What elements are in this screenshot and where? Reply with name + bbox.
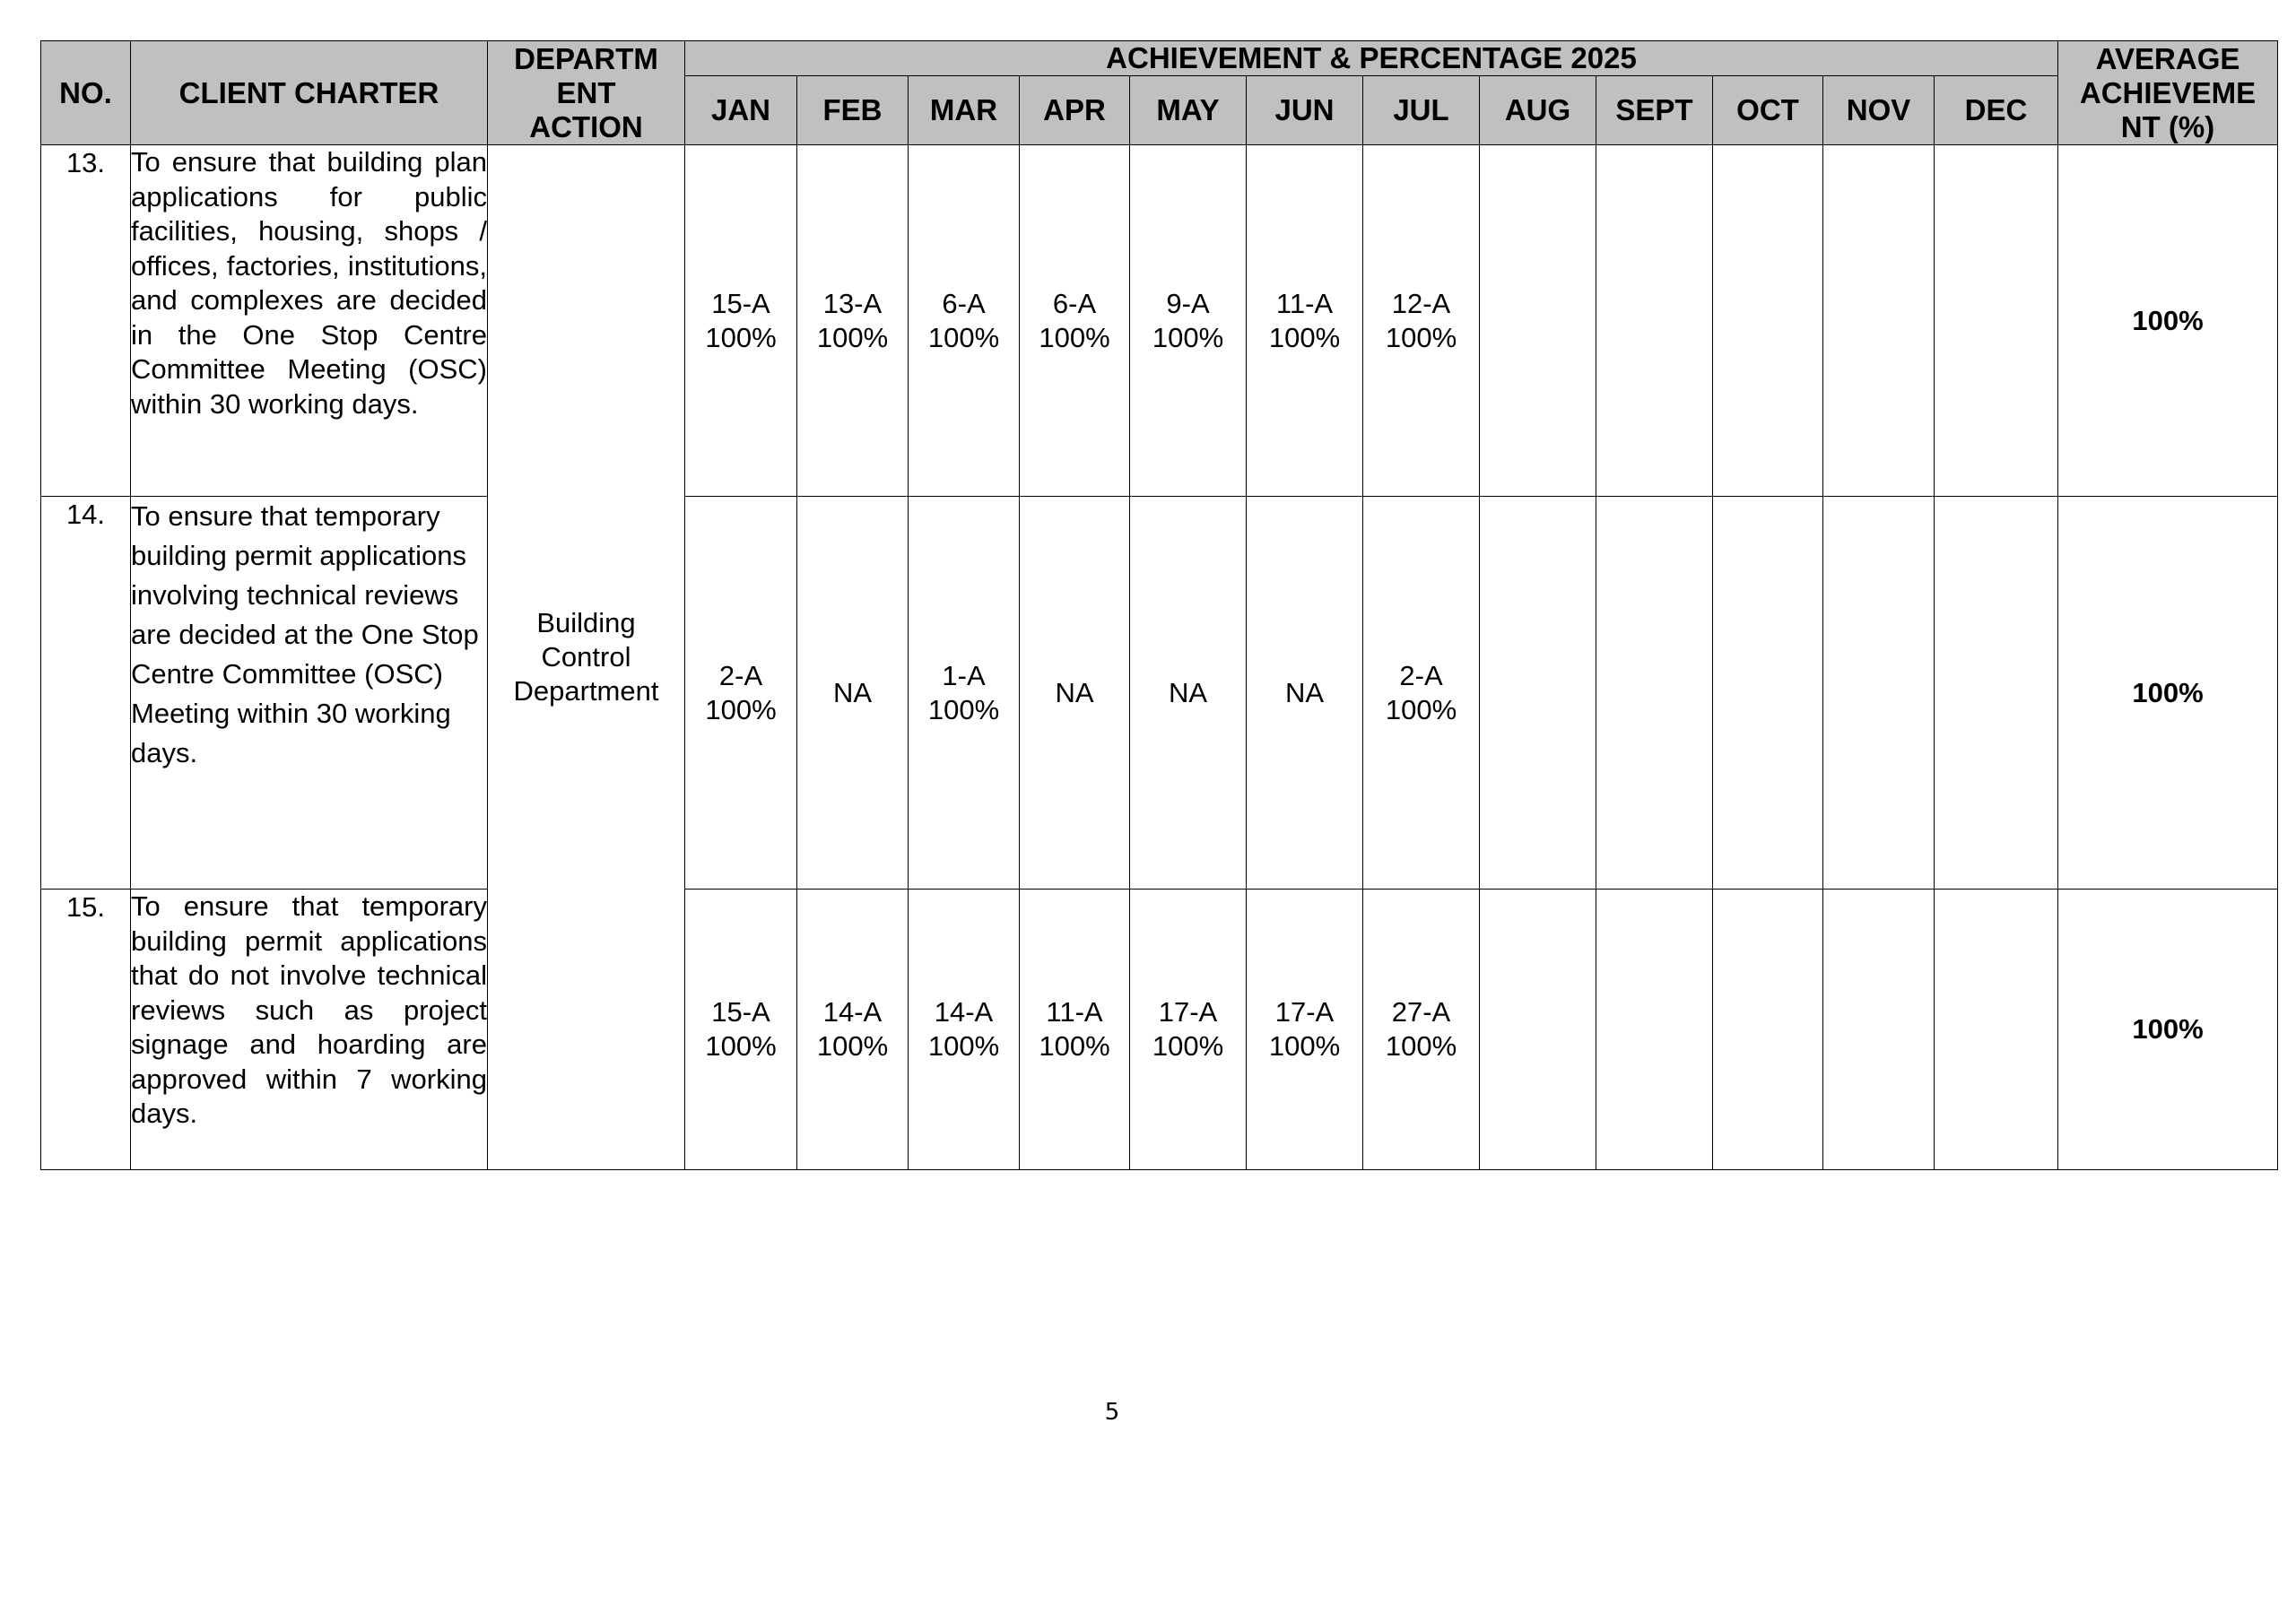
month-achievement-cell bbox=[1823, 890, 1935, 1170]
achievement-value: 17-A bbox=[1158, 996, 1218, 1028]
achievement-value: 15-A bbox=[711, 996, 770, 1028]
month-achievement-cell bbox=[797, 145, 909, 497]
month-achievement-cell bbox=[1130, 145, 1247, 497]
achievement-value: 100% bbox=[705, 1030, 777, 1062]
month-achievement-cell bbox=[1247, 497, 1363, 890]
month-header: OCT bbox=[1713, 76, 1823, 145]
month-achievement-cell bbox=[1247, 145, 1363, 497]
achievement-value: 1-A bbox=[942, 659, 986, 691]
achievement-value: 100% bbox=[1385, 693, 1457, 725]
client-charter-text: To ensure that temporary building permit applications that do not involve technical reviews such as project signage and hoarding are approved within 7 working days. bbox=[131, 890, 487, 1129]
month-achievement-cell bbox=[1823, 145, 1935, 497]
achievement-value: 6-A bbox=[1052, 287, 1097, 319]
month-achievement-cell bbox=[1935, 145, 2058, 497]
month-achievement-cell bbox=[1713, 145, 1823, 497]
month-achievement-cell bbox=[1020, 145, 1130, 497]
row-number-cell: 15. bbox=[41, 890, 131, 1170]
achievement-value: 100% bbox=[1268, 1030, 1341, 1062]
month-achievement-cell bbox=[1480, 890, 1596, 1170]
month-header: JUL bbox=[1363, 76, 1480, 145]
client-charter-cell bbox=[131, 890, 488, 1170]
achievement-value: 100% bbox=[1039, 321, 1110, 353]
achievement-value: 13-A bbox=[822, 287, 883, 319]
month-achievement-cell bbox=[1480, 145, 1596, 497]
achievement-value: 100% bbox=[1152, 1030, 1224, 1062]
department-action-header bbox=[488, 41, 685, 145]
client-charter-cell bbox=[131, 497, 488, 890]
department-header-line: DEPARTM bbox=[514, 41, 658, 75]
client-charter-table bbox=[40, 40, 2278, 1170]
month-achievement-cell bbox=[1247, 890, 1363, 1170]
achievement-value: 100% bbox=[927, 1030, 1000, 1062]
achievement-value: 15-A bbox=[711, 287, 770, 319]
month-achievement-cell bbox=[1363, 497, 1480, 890]
achievement-value: 11-A bbox=[1046, 996, 1103, 1028]
month-achievement-cell bbox=[1480, 497, 1596, 890]
month-achievement-cell bbox=[1596, 145, 1713, 497]
achievement-value: 12-A bbox=[1391, 287, 1451, 319]
month-achievement-cell bbox=[1020, 497, 1130, 890]
achievement-value: 100% bbox=[1039, 1030, 1110, 1062]
month-header: DEC bbox=[1935, 76, 2058, 145]
achievement-value: NA bbox=[1284, 676, 1325, 708]
achievement-value: 100% bbox=[1268, 321, 1341, 353]
achievement-value: NA bbox=[1168, 676, 1208, 708]
average-achievement-header bbox=[2058, 41, 2278, 145]
department-name-line: Control bbox=[541, 641, 631, 673]
month-header: APR bbox=[1020, 76, 1130, 145]
header-row-top bbox=[41, 41, 2278, 76]
month-header: MAY bbox=[1130, 76, 1247, 145]
achievement-value: 14-A bbox=[934, 996, 994, 1028]
month-achievement-cell bbox=[797, 890, 909, 1170]
achievement-value: 100% bbox=[1385, 1030, 1457, 1062]
department-name-line: Department bbox=[513, 675, 659, 707]
month-header: MAR bbox=[909, 76, 1020, 145]
table-row bbox=[41, 145, 2278, 497]
month-achievement-cell bbox=[1935, 497, 2058, 890]
month-header: JAN bbox=[685, 76, 797, 145]
client-charter-text: To ensure that building plan applications for public facilities, housing, shops / offices, factories, institutions, and complexes are decided in the One Stop Centre Committee Meeting (OSC) within 30 working days. bbox=[131, 146, 487, 420]
month-header: FEB bbox=[797, 76, 909, 145]
achievement-value: 100% bbox=[705, 693, 777, 725]
month-achievement-cell bbox=[1935, 890, 2058, 1170]
month-achievement-cell bbox=[1596, 497, 1713, 890]
achievement-value: 100% bbox=[816, 1030, 889, 1062]
average-header-line: NT (%) bbox=[2120, 109, 2215, 143]
department-header-line: ACTION bbox=[529, 109, 643, 143]
achievement-value: 9-A bbox=[1166, 287, 1210, 319]
achievement-value: 100% bbox=[1152, 321, 1224, 353]
month-achievement-cell bbox=[1130, 497, 1247, 890]
month-achievement-cell bbox=[1363, 145, 1480, 497]
no-header: NO. bbox=[41, 41, 131, 145]
achievement-value: 14-A bbox=[822, 996, 883, 1028]
month-achievement-cell bbox=[1713, 497, 1823, 890]
achievement-percentage-header: ACHIEVEMENT & PERCENTAGE 2025 bbox=[685, 41, 2058, 76]
table-body bbox=[41, 145, 2278, 1170]
achievement-value: 27-A bbox=[1391, 996, 1451, 1028]
achievement-value: 100% bbox=[816, 321, 889, 353]
page-number: 5 bbox=[1104, 1399, 1120, 1426]
month-achievement-cell bbox=[1713, 890, 1823, 1170]
row-number-cell: 14. bbox=[41, 497, 131, 890]
month-achievement-cell bbox=[1363, 890, 1480, 1170]
achievement-value: 11-A bbox=[1275, 287, 1334, 319]
month-achievement-cell bbox=[909, 145, 1020, 497]
table-header bbox=[41, 41, 2278, 145]
achievement-value: NA bbox=[832, 676, 873, 708]
achievement-value: NA bbox=[1055, 676, 1094, 708]
average-achievement-cell: 100% bbox=[2058, 890, 2278, 1170]
achievement-value: 2-A bbox=[718, 659, 763, 691]
month-header: JUN bbox=[1247, 76, 1363, 145]
department-name-line: Building bbox=[536, 607, 636, 638]
month-achievement-cell bbox=[685, 890, 797, 1170]
month-achievement-cell bbox=[909, 497, 1020, 890]
client-charter-cell bbox=[131, 145, 488, 497]
month-achievement-cell bbox=[685, 497, 797, 890]
department-action-cell bbox=[488, 145, 685, 1170]
month-header: SEPT bbox=[1596, 76, 1713, 145]
month-achievement-cell bbox=[909, 890, 1020, 1170]
month-header: AUG bbox=[1480, 76, 1596, 145]
achievement-value: 6-A bbox=[942, 287, 986, 319]
achievement-value: 100% bbox=[1385, 321, 1457, 353]
average-achievement-cell: 100% bbox=[2058, 145, 2278, 497]
achievement-value: 17-A bbox=[1274, 996, 1335, 1028]
achievement-value: 100% bbox=[705, 321, 777, 353]
month-achievement-cell bbox=[1130, 890, 1247, 1170]
department-header-line: ENT bbox=[556, 75, 616, 109]
average-header-line: AVERAGE bbox=[2095, 41, 2240, 75]
month-achievement-cell bbox=[1596, 890, 1713, 1170]
row-number-cell: 13. bbox=[41, 145, 131, 497]
average-achievement-cell: 100% bbox=[2058, 497, 2278, 890]
table-row bbox=[41, 890, 2278, 1170]
achievement-value: 2-A bbox=[1399, 659, 1443, 691]
achievement-value: 100% bbox=[927, 693, 1000, 725]
average-header-line: ACHIEVEME bbox=[2079, 75, 2257, 109]
month-achievement-cell bbox=[1020, 890, 1130, 1170]
client-charter-header: CLIENT CHARTER bbox=[131, 41, 488, 145]
month-achievement-cell bbox=[1823, 497, 1935, 890]
table-row bbox=[41, 497, 2278, 890]
month-achievement-cell bbox=[797, 497, 909, 890]
client-charter-text: To ensure that temporary building permit applications involving technical reviews are decided at the One Stop Centre Committee (OSC) Meeting within 30 working days. bbox=[131, 500, 479, 768]
achievement-value: 100% bbox=[927, 321, 1000, 353]
month-header: NOV bbox=[1823, 76, 1935, 145]
month-achievement-cell bbox=[685, 145, 797, 497]
